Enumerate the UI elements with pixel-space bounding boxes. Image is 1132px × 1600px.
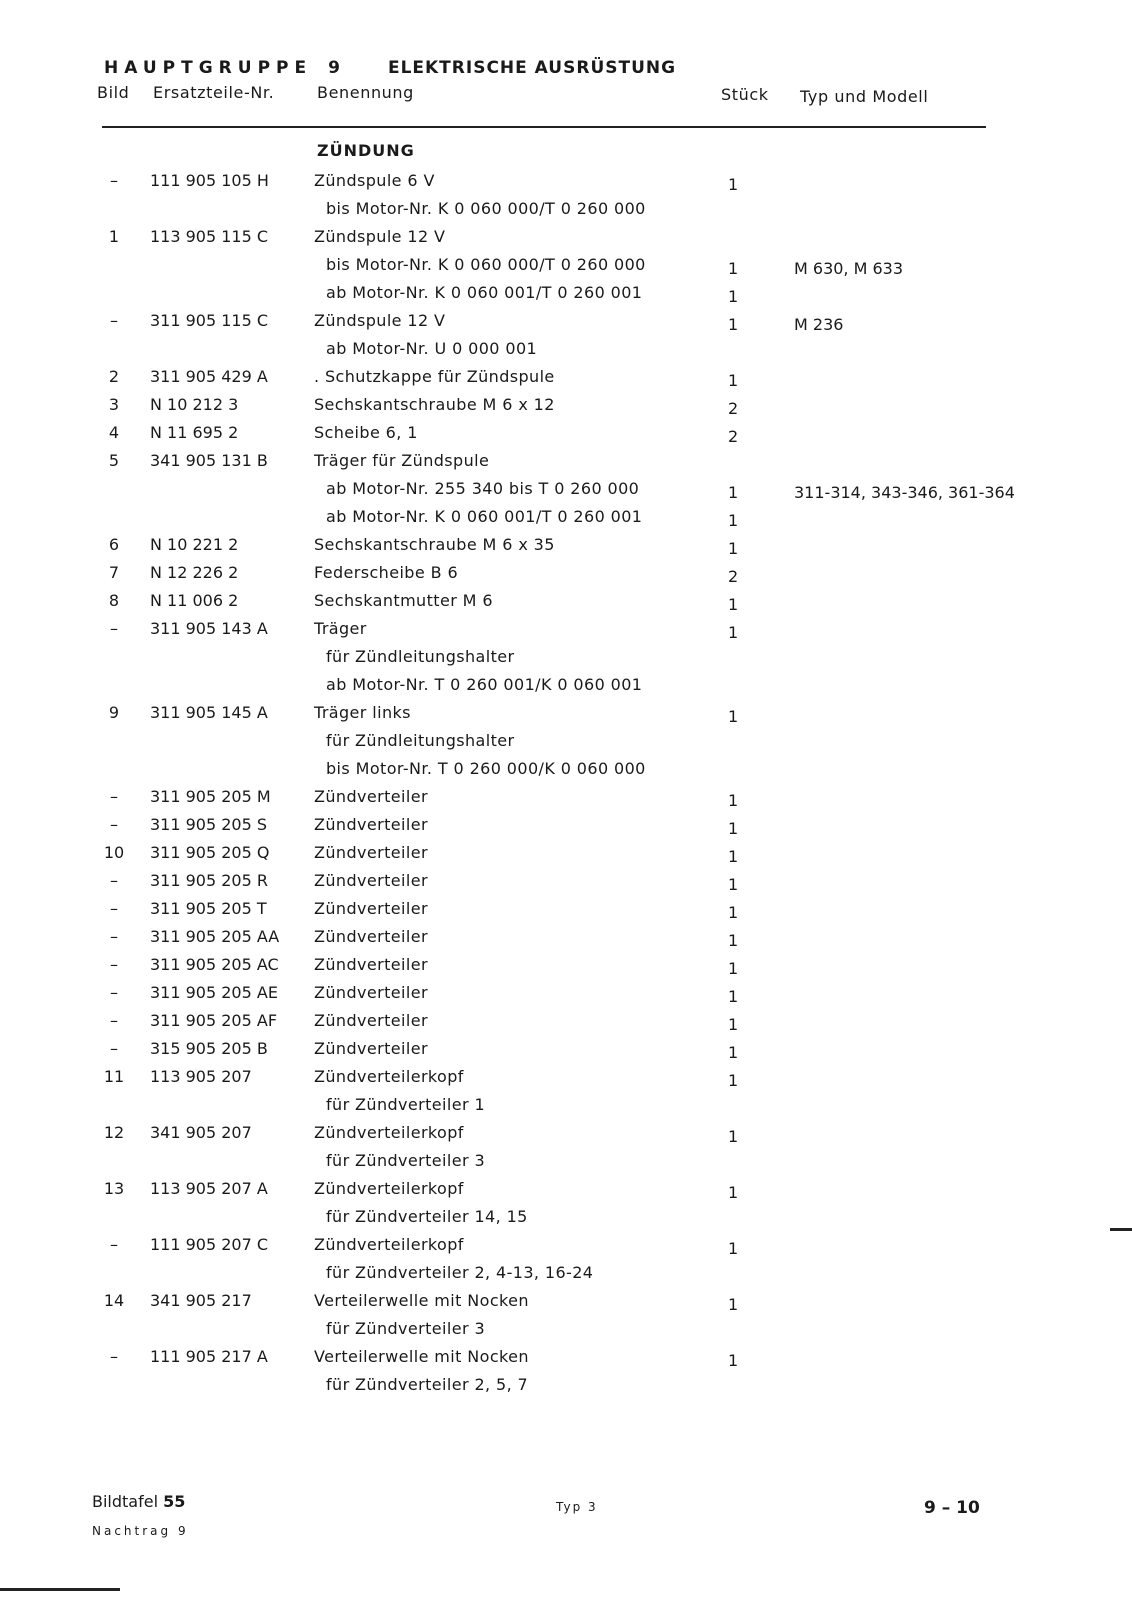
table-row: [0, 336, 1132, 364]
benennung-cell: bis Motor-Nr. K 0 060 000/T 0 260 000: [326, 199, 646, 218]
table-row: [0, 224, 1132, 252]
header-rule: [102, 126, 986, 128]
part-number-cell: 341 905 217: [150, 1291, 252, 1310]
stueck-cell: 1: [728, 875, 739, 894]
bild-cell: 8: [108, 591, 120, 610]
table-row: [0, 868, 1132, 896]
benennung-cell: Zündverteilerkopf: [314, 1179, 464, 1198]
table-row: [0, 952, 1132, 980]
stueck-cell: 1: [728, 539, 739, 558]
benennung-cell: Federscheibe B 6: [314, 563, 459, 582]
stueck-cell: 1: [728, 1295, 739, 1314]
bild-cell: –: [110, 619, 118, 638]
stueck-cell: 1: [728, 1043, 739, 1062]
stueck-cell: 1: [728, 987, 739, 1006]
table-row: [0, 812, 1132, 840]
nachtrag: Nachtrag 9: [92, 1524, 189, 1538]
benennung-cell: für Zündverteiler 3: [326, 1319, 486, 1338]
part-number-cell: 311 905 205 AA: [150, 927, 280, 946]
table-row: [0, 1344, 1132, 1372]
benennung-cell: ab Motor-Nr. K 0 060 001/T 0 260 001: [326, 507, 643, 526]
benennung-cell: bis Motor-Nr. T 0 260 000/K 0 060 000: [326, 759, 646, 778]
bild-cell: –: [110, 171, 118, 190]
table-row: [0, 924, 1132, 952]
benennung-cell: Zündverteiler: [314, 787, 428, 806]
stueck-cell: 1: [728, 847, 739, 866]
stueck-cell: 1: [728, 1351, 739, 1370]
benennung-cell: für Zündverteiler 2, 5, 7: [326, 1375, 529, 1394]
part-number-cell: 111 905 217 A: [150, 1347, 268, 1366]
table-row: [0, 532, 1132, 560]
bild-cell: –: [110, 1347, 118, 1366]
benennung-cell: Zündspule 12 V: [314, 227, 446, 246]
benennung-cell: Zündspule 12 V: [314, 311, 446, 330]
table-row: [0, 1120, 1132, 1148]
benennung-cell: für Zündleitungshalter: [326, 647, 515, 666]
benennung-cell: für Zündverteiler 14, 15: [326, 1207, 528, 1226]
page-header: [104, 58, 676, 78]
stueck-cell: 1: [728, 623, 739, 642]
part-number-cell: 311 905 205 AE: [150, 983, 278, 1002]
col-header-nr: Ersatzteile-Nr.: [153, 83, 275, 102]
bild-cell: 10: [103, 843, 125, 862]
part-number-cell: 311 905 205 T: [150, 899, 267, 918]
table-row: [0, 1316, 1132, 1344]
part-number-cell: N 12 226 2: [150, 563, 239, 582]
part-number-cell: N 10 221 2: [150, 535, 239, 554]
table-row: [0, 784, 1132, 812]
benennung-cell: Zündverteiler: [314, 983, 428, 1002]
table-row: [0, 728, 1132, 756]
benennung-cell: Sechskantschraube M 6 x 35: [314, 535, 555, 554]
table-row: [0, 1092, 1132, 1120]
table-row: [0, 616, 1132, 644]
table-row: [0, 476, 1132, 504]
table-row: [0, 252, 1132, 280]
stueck-cell: 1: [728, 1071, 739, 1090]
stueck-cell: 1: [728, 511, 739, 530]
table-row: [0, 1288, 1132, 1316]
benennung-cell: bis Motor-Nr. K 0 060 000/T 0 260 000: [326, 255, 646, 274]
benennung-cell: Zündverteiler: [314, 955, 428, 974]
benennung-cell: Sechskantmutter M 6: [314, 591, 493, 610]
table-row: [0, 168, 1132, 196]
stueck-cell: 2: [728, 427, 739, 446]
stueck-cell: 1: [728, 791, 739, 810]
table-row: [0, 1204, 1132, 1232]
part-number-cell: 113 905 207: [150, 1067, 252, 1086]
benennung-cell: ab Motor-Nr. U 0 000 001: [326, 339, 538, 358]
table-row: [0, 980, 1132, 1008]
benennung-cell: Zündverteiler: [314, 815, 428, 834]
bild-cell: 9: [108, 703, 120, 722]
stueck-cell: 1: [728, 287, 739, 306]
benennung-cell: Zündverteiler: [314, 1039, 428, 1058]
benennung-cell: Scheibe 6, 1: [314, 423, 418, 442]
col-header-benennung: Benennung: [317, 83, 414, 102]
stueck-cell: 1: [728, 707, 739, 726]
benennung-cell: Sechskantschraube M 6 x 12: [314, 395, 555, 414]
bild-cell: 11: [103, 1067, 125, 1086]
table-row: [0, 1232, 1132, 1260]
bild-cell: 14: [103, 1291, 125, 1310]
part-number-cell: N 11 695 2: [150, 423, 239, 442]
benennung-cell: Verteilerwelle mit Nocken: [314, 1347, 529, 1366]
part-number-cell: 111 905 207 C: [150, 1235, 269, 1254]
bild-cell: –: [110, 927, 118, 946]
stueck-cell: 1: [728, 371, 739, 390]
bild-cell: –: [110, 311, 118, 330]
bild-cell: –: [110, 983, 118, 1002]
part-number-cell: 311 905 205 Q: [150, 843, 270, 862]
part-number-cell: N 11 006 2: [150, 591, 239, 610]
benennung-cell: . Schutzkappe für Zündspule: [314, 367, 555, 386]
group-label: HAUPTGRUPPE: [104, 58, 313, 78]
bild-cell: 12: [103, 1123, 125, 1142]
table-row: [0, 364, 1132, 392]
bild-cell: –: [110, 871, 118, 890]
stueck-cell: 1: [728, 1183, 739, 1202]
table-row: [0, 392, 1132, 420]
bild-cell: –: [110, 787, 118, 806]
table-row: [0, 420, 1132, 448]
part-number-cell: 341 905 207: [150, 1123, 252, 1142]
table-row: [0, 588, 1132, 616]
scan-mark: [1110, 1228, 1132, 1231]
bildtafel-label: Bildtafel: [92, 1492, 159, 1511]
table-row: [0, 1064, 1132, 1092]
benennung-cell: Zündverteilerkopf: [314, 1067, 464, 1086]
benennung-cell: Zündverteiler: [314, 843, 428, 862]
col-header-typ: Typ und Modell: [800, 87, 929, 106]
benennung-cell: Zündverteiler: [314, 927, 428, 946]
table-row: [0, 280, 1132, 308]
table-row: [0, 504, 1132, 532]
benennung-cell: Zündspule 6 V: [314, 171, 435, 190]
table-row: [0, 700, 1132, 728]
benennung-cell: Zündverteiler: [314, 1011, 428, 1030]
stueck-cell: 1: [728, 1015, 739, 1034]
group-title: ELEKTRISCHE AUSRÜSTUNG: [387, 58, 677, 78]
bildtafel: [92, 1492, 185, 1511]
benennung-cell: Zündverteilerkopf: [314, 1123, 464, 1142]
benennung-cell: für Zündleitungshalter: [326, 731, 515, 750]
benennung-cell: für Zündverteiler 3: [326, 1151, 486, 1170]
part-number-cell: N 10 212 3: [150, 395, 239, 414]
benennung-cell: ab Motor-Nr. T 0 260 001/K 0 060 001: [326, 675, 643, 694]
part-number-cell: 113 905 207 A: [150, 1179, 268, 1198]
stueck-cell: 1: [728, 1127, 739, 1146]
table-row: [0, 308, 1132, 336]
typ-cell: 311-314, 343-346, 361-364: [794, 483, 1015, 502]
part-number-cell: 311 905 205 M: [150, 787, 271, 806]
benennung-cell: Verteilerwelle mit Nocken: [314, 1291, 529, 1310]
benennung-cell: ab Motor-Nr. K 0 060 001/T 0 260 001: [326, 283, 643, 302]
table-row: [0, 1148, 1132, 1176]
benennung-cell: Träger für Zündspule: [314, 451, 490, 470]
part-number-cell: 311 905 205 R: [150, 871, 268, 890]
benennung-cell: für Zündverteiler 1: [326, 1095, 486, 1114]
group-number: 9: [328, 58, 340, 78]
benennung-cell: Zündverteiler: [314, 899, 428, 918]
stueck-cell: 2: [728, 567, 739, 586]
stueck-cell: 1: [728, 903, 739, 922]
bild-cell: 13: [103, 1179, 125, 1198]
table-row: [0, 644, 1132, 672]
benennung-cell: ab Motor-Nr. 255 340 bis T 0 260 000: [326, 479, 640, 498]
bild-cell: –: [110, 1011, 118, 1030]
part-number-cell: 311 905 143 A: [150, 619, 268, 638]
table-row: [0, 896, 1132, 924]
typ-cell: M 236: [794, 315, 844, 334]
table-row: [0, 1036, 1132, 1064]
bild-cell: 7: [108, 563, 120, 582]
part-number-cell: 315 905 205 B: [150, 1039, 268, 1058]
section-title: ZÜNDUNG: [317, 141, 415, 160]
part-number-cell: 113 905 115 C: [150, 227, 269, 246]
stueck-cell: 1: [728, 959, 739, 978]
bild-cell: 4: [108, 423, 120, 442]
table-row: [0, 840, 1132, 868]
table-row: [0, 672, 1132, 700]
benennung-cell: Zündverteiler: [314, 871, 428, 890]
bild-cell: 3: [108, 395, 120, 414]
parts-list: [0, 168, 1132, 1400]
bild-cell: 5: [108, 451, 120, 470]
typ-label: Typ 3: [556, 1500, 598, 1514]
table-row: [0, 756, 1132, 784]
stueck-cell: 2: [728, 399, 739, 418]
scan-mark: [0, 1588, 120, 1591]
benennung-cell: Träger links: [314, 703, 411, 722]
stueck-cell: 1: [728, 315, 739, 334]
table-row: [0, 448, 1132, 476]
part-number-cell: 311 905 429 A: [150, 367, 268, 386]
benennung-cell: für Zündverteiler 2, 4-13, 16-24: [326, 1263, 594, 1282]
benennung-cell: Träger: [314, 619, 367, 638]
part-number-cell: 311 905 205 AC: [150, 955, 279, 974]
stueck-cell: 1: [728, 819, 739, 838]
stueck-cell: 1: [728, 175, 739, 194]
bild-cell: –: [110, 1039, 118, 1058]
table-row: [0, 196, 1132, 224]
part-number-cell: 311 905 205 AF: [150, 1011, 278, 1030]
table-row: [0, 1008, 1132, 1036]
table-row: [0, 560, 1132, 588]
table-row: [0, 1176, 1132, 1204]
stueck-cell: 1: [728, 259, 739, 278]
table-row: [0, 1260, 1132, 1288]
page-number: 9 – 10: [924, 1498, 980, 1518]
typ-cell: M 630, M 633: [794, 259, 904, 278]
bild-cell: –: [110, 899, 118, 918]
bildtafel-number: 55: [163, 1492, 186, 1511]
part-number-cell: 341 905 131 B: [150, 451, 268, 470]
stueck-cell: 1: [728, 483, 739, 502]
part-number-cell: 111 905 105 H: [150, 171, 269, 190]
stueck-cell: 1: [728, 931, 739, 950]
bild-cell: 1: [108, 227, 120, 246]
part-number-cell: 311 905 145 A: [150, 703, 268, 722]
table-row: [0, 1372, 1132, 1400]
stueck-cell: 1: [728, 595, 739, 614]
bild-cell: –: [110, 955, 118, 974]
part-number-cell: 311 905 205 S: [150, 815, 268, 834]
benennung-cell: Zündverteilerkopf: [314, 1235, 464, 1254]
col-header-stueck: Stück: [721, 85, 769, 104]
bild-cell: 6: [108, 535, 120, 554]
stueck-cell: 1: [728, 1239, 739, 1258]
col-header-bild: Bild: [97, 83, 130, 102]
bild-cell: 2: [108, 367, 120, 386]
part-number-cell: 311 905 115 C: [150, 311, 269, 330]
bild-cell: –: [110, 1235, 118, 1254]
bild-cell: –: [110, 815, 118, 834]
